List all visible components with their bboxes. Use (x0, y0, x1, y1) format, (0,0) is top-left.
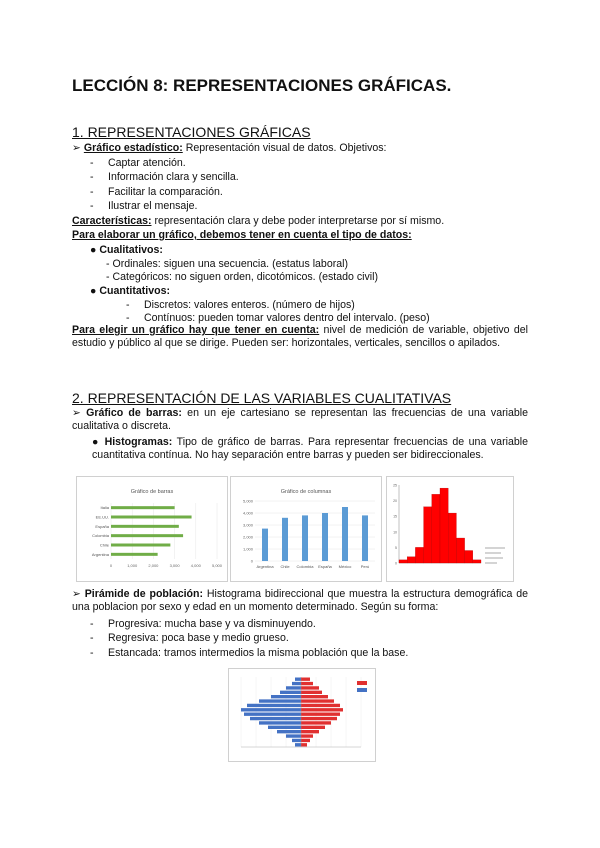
grafico-estadistico-label: Gráfico estadístico: (83, 142, 183, 154)
population-pyramid-figure (228, 668, 376, 762)
grafico-estadistico-line (72, 142, 387, 155)
pyramid-bar-left (286, 686, 301, 689)
histogram-bar (465, 551, 473, 563)
histogramas-label: Histogramas: (104, 436, 173, 448)
histogram-bar (432, 494, 440, 563)
cualitativos-line (90, 244, 163, 257)
list-item-dash: - (90, 157, 94, 169)
x-tick-label: España (318, 564, 332, 569)
arrow-icon: ➢ (72, 142, 81, 154)
histogramas-paragraph (92, 436, 528, 462)
pyramid-bar-left (268, 726, 301, 729)
bar (362, 515, 368, 561)
pyramid-bar-right (301, 682, 313, 685)
y-tick-label: 5,000 (242, 498, 253, 504)
grafico-barras-paragraph (72, 407, 528, 433)
pyramid-bar-left (271, 695, 301, 698)
list-item-dash: - (90, 632, 94, 644)
grafico-estadistico-text: Representación visual de datos. Objetivos: (182, 142, 387, 154)
histogram-bar (424, 507, 432, 563)
bar (111, 516, 192, 519)
grafico-barras-text: en un eje cartesiano se representan las frecuencias de una variable cualitativa o discreta. (72, 407, 528, 432)
pyramid-bar-right (301, 708, 343, 711)
population-pyramid-chart (229, 669, 375, 761)
objetivo-item: Ilustrar el mensaje. (108, 200, 198, 212)
histogram-legend-lines (485, 548, 505, 563)
forma-item: Estancada: tramos intermedios la misma población que la base. (108, 647, 409, 659)
arrow-icon: ➢ (72, 407, 81, 419)
pyramid-bar-left (292, 739, 301, 742)
caracteristicas-text: representación clara y debe poder interpretarse por sí mismo. (151, 215, 445, 227)
bar (322, 513, 328, 561)
pyramid-bar-left (250, 717, 301, 720)
forma-item: Progresiva: mucha base y va disminuyendo. (108, 618, 316, 630)
cuantitativos-label: Cuantitativos: (99, 285, 170, 297)
pyramid-bar-right (301, 713, 340, 716)
x-tick-label: Colombia (296, 564, 314, 569)
bar (342, 507, 348, 561)
list-item-dash: - (90, 618, 94, 630)
bar (282, 518, 288, 561)
grafico-barras-label: Gráfico de barras: (86, 407, 182, 419)
y-tick-label: Italia (100, 505, 109, 511)
forma-item: Regresiva: poca base y medio grueso. (108, 632, 289, 644)
pyramid-bar-right (301, 721, 331, 724)
bar (302, 515, 308, 561)
histogram-bar (448, 513, 456, 563)
elegir-label: Para elegir un gráfico hay que tener en cuenta: (72, 324, 320, 336)
cualitativo-item: - Categóricos: no siguen orden, dicotómicos. (estado civil) (106, 271, 379, 283)
y-tick-label: 25 (393, 483, 397, 488)
pyramid-bar-right (301, 717, 337, 720)
x-tick-label: 2,000 (148, 563, 159, 568)
y-tick-label: 2,000 (242, 534, 253, 540)
pyramid-bar-left (259, 721, 301, 724)
pyramid-bar-right (301, 704, 340, 707)
bar-chart (77, 477, 227, 581)
pyramid-bar-right (301, 730, 319, 733)
bar (111, 553, 158, 556)
histogram-bar (399, 560, 407, 563)
bullet-icon: ● (90, 244, 97, 256)
cualitativos-label: Cualitativos: (99, 244, 163, 256)
list-item-dash: - (90, 200, 94, 212)
list-item-dash: - (90, 647, 94, 659)
list-item-dash: - (90, 171, 94, 183)
y-tick-label: 4,000 (242, 510, 253, 516)
chart-title: Gráfico de columnas (280, 489, 332, 495)
arrow-icon: ➢ (72, 588, 81, 600)
y-tick-label: España (95, 523, 109, 529)
y-tick-label: 0 (395, 561, 397, 566)
cuantitativo-item: Contínuos: pueden tomar valores dentro del intervalo. (peso) (144, 312, 430, 324)
list-item-dash: - (126, 312, 130, 324)
elaborar-line: Para elaborar un gráfico, debemos tener en cuenta el tipo de datos: (72, 229, 412, 241)
pyramid-bar-right (301, 686, 319, 689)
bar (262, 529, 268, 561)
y-tick-label: 5 (395, 545, 397, 550)
histogram-bar (473, 560, 481, 563)
caracteristicas-line (72, 215, 444, 228)
pyramid-bar-left (295, 678, 301, 681)
y-tick-label: 15 (393, 514, 397, 519)
pyramid-bar-right (301, 743, 307, 746)
objetivo-item: Facilitar la comparación. (108, 186, 223, 198)
piramide-paragraph (72, 588, 528, 614)
pyramid-bar-left (259, 699, 301, 702)
y-tick-label: 0 (250, 558, 253, 564)
pyramid-bar-right (301, 699, 334, 702)
pyramid-bar-left (244, 713, 301, 716)
elegir-paragraph (72, 324, 528, 350)
elegir-text: nivel de medición de variable, objetivo del estudio y público al que se dirige. Pueden ser: horizontales, verticales, sencillos o apilados. (72, 324, 529, 349)
cuantitativos-line (90, 285, 170, 298)
y-tick-label: 1,000 (242, 546, 253, 552)
section-1-heading: 1. REPRESENTACIONES GRÁFICAS (72, 124, 311, 140)
legend-swatch (357, 688, 367, 692)
objetivo-item: Información clara y sencilla. (108, 171, 239, 183)
bullet-icon: ● (92, 436, 101, 448)
histogram-bar (440, 488, 448, 563)
y-tick-label: Colombia (92, 533, 109, 539)
pyramid-bar-left (247, 704, 301, 707)
x-tick-label: 0 (109, 563, 113, 568)
x-tick-label: 5,000 (211, 563, 223, 568)
histogram-bar (407, 557, 415, 563)
y-tick-label: Argentina (91, 551, 109, 557)
column-chart (231, 477, 381, 581)
histogram-bar (456, 538, 464, 563)
bullet-icon: ● (90, 285, 97, 297)
cualitativo-item: - Ordinales: siguen una secuencia. (estatus laboral) (106, 258, 349, 270)
pyramid-bar-right (301, 734, 313, 737)
column-chart-figure (230, 476, 382, 582)
y-tick-label: 3,000 (242, 522, 253, 528)
caracteristicas-label: Características: (72, 215, 152, 227)
pyramid-bar-right (301, 695, 328, 698)
pyramid-bar-right (301, 691, 322, 694)
pyramid-bar-left (286, 734, 301, 737)
pyramid-bar-left (295, 743, 301, 746)
histogramas-text: Tipo de gráfico de barras. Para representar frecuencias de una variable cuantitativa contínua. No hay separación entre barras y pueden ser bidireccionales. (92, 436, 528, 461)
page-title: LECCIÓN 8: REPRESENTACIONES GRÁFICAS. (72, 76, 452, 95)
bar-chart-figure (76, 476, 228, 582)
bar (111, 525, 179, 528)
x-tick-label: 1,000 (127, 563, 138, 568)
y-tick-label: Chile (99, 542, 109, 548)
pyramid-bar-left (292, 682, 301, 685)
x-tick-label: Chile (280, 564, 290, 569)
y-tick-label: 20 (393, 499, 397, 504)
section-2-heading: 2. REPRESENTACIÓN DE LAS VARIABLES CUALITATIVAS (72, 390, 452, 406)
chart-title: Gráfico de barras (130, 489, 174, 495)
cuantitativo-item: Discretos: valores enteros. (número de hijos) (144, 299, 355, 311)
objetivo-item: Captar atención. (108, 157, 186, 169)
bar (111, 534, 183, 537)
histogram-bar (415, 547, 423, 563)
y-tick-label: EE.UU. (95, 514, 109, 520)
pyramid-bar-right (301, 678, 310, 681)
bar (111, 544, 170, 547)
list-item-dash: - (126, 299, 130, 311)
x-tick-label: 4,000 (190, 563, 201, 568)
x-tick-label: 3,000 (169, 563, 180, 568)
x-tick-label: México (338, 564, 352, 569)
bar (111, 506, 175, 509)
pyramid-bar-left (277, 730, 301, 733)
pyramid-bar-right (301, 726, 325, 729)
legend-swatch (357, 681, 367, 685)
pyramid-bar-right (301, 739, 310, 742)
x-tick-label: Argentina (256, 564, 274, 569)
piramide-text: Histograma bidireccional que muestra la estructura demográfica de una poblacion por sexo y edad en un momento determinado. Según su forma: (72, 588, 528, 613)
histogram-figure (386, 476, 514, 582)
histogram-chart (387, 477, 513, 581)
y-tick-label: 10 (393, 530, 397, 535)
x-tick-label: Perú (360, 564, 370, 569)
pyramid-bar-left (241, 708, 301, 711)
list-item-dash: - (90, 186, 94, 198)
pyramid-bar-left (280, 691, 301, 694)
piramide-label: Pirámide de población: (84, 588, 204, 600)
